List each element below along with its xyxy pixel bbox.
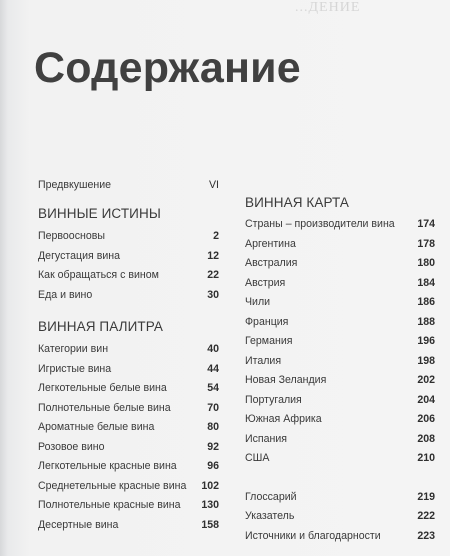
toc-entry-page: 222 [417,510,435,522]
toc-entry[interactable] [245,449,435,469]
section-heading-wine-truths: ВИННЫЕ ИСТИНЫ [38,206,161,221]
toc-entry-label: Ароматные белые вина [38,421,155,433]
toc-entry[interactable] [38,360,219,380]
toc-entry-label: Новая Зеландия [245,374,327,386]
toc-entry[interactable] [38,457,219,477]
toc-entry-glossary[interactable] [245,488,435,508]
section-heading-wine-map: ВИННАЯ КАРТА [245,195,349,210]
toc-entry-page: 178 [417,237,435,250]
toc-entry-label: Франция [245,315,289,328]
toc-entry-page: 2 [213,230,219,242]
toc-entry-label: Португалия [245,393,302,406]
toc-entry-page: 102 [201,479,219,492]
toc-entry-label: Австрия [245,276,286,289]
toc-entry-page: 80 [207,421,219,433]
toc-entry[interactable] [38,438,219,458]
toc-entry-label: Италия [245,354,282,367]
toc-entry-label: Глоссарий [245,490,297,503]
toc-entry-page: 44 [207,362,219,375]
toc-entry[interactable] [38,496,219,516]
toc-entry-page: 202 [417,374,435,386]
toc-entry-label: Предвкушение [38,179,112,191]
toc-entry-page: 130 [201,499,219,511]
toc-entry-label: Указатель [245,510,295,522]
toc-entry-label: Чили [245,296,271,308]
toc-entry-label: Первоосновы [38,230,105,242]
toc-entry-label: Дегустация вина [38,249,120,262]
toc-entry[interactable] [38,399,219,419]
toc-entry[interactable] [245,313,435,333]
toc-entry-label: Испания [245,432,288,445]
toc-entry-page: 12 [207,249,219,262]
spacer [245,469,435,488]
toc-entry-label: Среднетельные красные вина [38,479,187,492]
toc-entry-page: VI [208,179,219,191]
toc-right-column [245,192,435,546]
toc-entry-page: 30 [207,288,219,301]
toc-entry[interactable] [245,235,435,255]
toc-entry[interactable] [245,215,435,235]
toc-entry-label: Категории вин [38,343,109,355]
toc-entry-page: 186 [417,296,435,308]
toc-entry-page: 210 [417,452,435,464]
toc-entry-page: 158 [201,518,219,531]
page-title: Содержание [34,44,301,92]
toc-entry-page: 188 [417,315,435,328]
toc-entry-label: Розовое вино [38,440,105,453]
toc-entry[interactable] [38,227,219,247]
toc-entry[interactable] [245,391,435,411]
toc-entry[interactable] [245,352,435,372]
toc-entry-page: 174 [417,218,435,230]
toc-entry[interactable] [245,274,435,294]
section-heading-wine-palette: ВИННАЯ ПАЛИТРА [38,319,164,334]
toc-entry[interactable] [38,477,219,497]
toc-entry-page: 96 [207,460,219,472]
toc-entry-label: Австралия [245,257,298,269]
toc-entry[interactable] [245,254,435,274]
toc-entry-label: США [245,452,270,464]
toc-entry-page: 70 [207,401,219,414]
toc-entry-page: 219 [417,490,435,503]
toc-entry[interactable] [38,340,219,360]
toc-entry-label: Как обращаться с вином [38,269,159,281]
toc-entry-label: Легкотельные красные вина [38,460,177,472]
toc-entry-page: 206 [417,413,435,425]
toc-entry-intro[interactable] [38,179,219,192]
toc-entry-label: Десертные вина [38,518,119,531]
toc-entry-label: Игристые вина [38,362,112,375]
toc-entry[interactable] [245,430,435,450]
toc-entry[interactable] [38,286,219,306]
toc-entry[interactable] [245,332,435,352]
toc-entry-label: Еда и вино [38,288,93,301]
toc-entry-label: Полнотельные красные вина [38,499,181,511]
toc-entry-page: 180 [417,257,435,269]
toc-entry-index[interactable] [245,507,435,527]
toc-entry-page: 223 [417,529,435,542]
toc-entry[interactable] [245,371,435,391]
bleed-through-text: ...ДЕНИЕ [295,0,361,15]
toc-entry-page: 22 [207,269,219,281]
toc-entry-page: 208 [417,432,435,445]
toc-entry[interactable] [38,418,219,438]
toc-entry-page: 40 [207,343,219,355]
toc-entry[interactable] [38,516,219,536]
toc-entry[interactable] [38,266,219,286]
toc-entry-page: 196 [417,335,435,347]
toc-entry-page: 92 [207,440,219,453]
toc-entry-page: 198 [417,354,435,367]
toc-entry-label: Страны – производители вина [245,218,395,230]
toc-entry-label: Источники и благодарности [245,529,381,542]
toc-entry-page: 184 [417,276,435,289]
toc-entry-label: Легкотельные белые вина [38,382,167,394]
toc-entry-label: Аргентина [245,237,296,250]
toc-entry[interactable] [38,247,219,267]
toc-entry-label: Полнотельные белые вина [38,401,171,414]
toc-entry-label: Южная Африка [245,413,322,425]
toc-entry[interactable] [245,410,435,430]
toc-entry-page: 204 [417,393,435,406]
toc-entry[interactable] [38,379,219,399]
toc-left-column [38,179,219,535]
toc-entry-sources[interactable] [245,527,435,547]
toc-entry[interactable] [245,293,435,313]
toc-entry-label: Германия [245,335,293,347]
toc-entry-page: 54 [207,382,219,394]
